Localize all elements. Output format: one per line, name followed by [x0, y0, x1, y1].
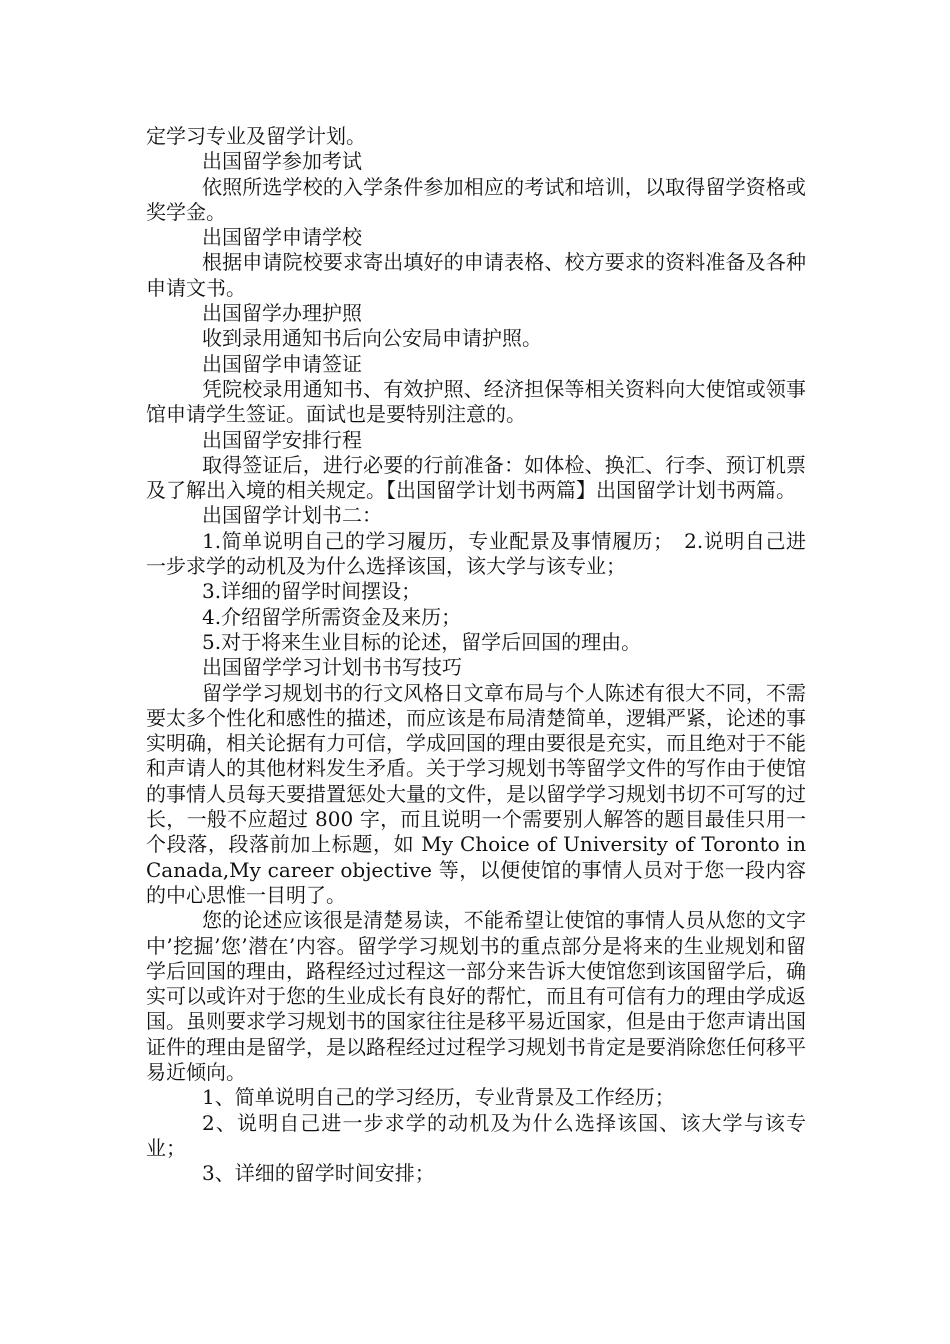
- paragraph: 出国留学办理护照: [202, 301, 362, 326]
- paragraph: 出国留学安排行程: [202, 427, 362, 452]
- paragraph: 2、说明自己进一步求学的动机及为什么选择该国、该大学与该专业；: [146, 1110, 806, 1160]
- paragraph: 凭院校录用通知书、有效护照、经济担保等相关资料向大使馆或领事馆申请学生签证。面试也是要特别注意的。: [146, 376, 806, 427]
- paragraph: 出国留学计划书二：: [202, 503, 382, 528]
- paragraph: 出国留学申请学校: [202, 225, 362, 250]
- document-page: [146, 124, 806, 1186]
- paragraph: 您的论述应该很是清楚易读，不能希望让使馆的事情人员从您的文字中’挖掘’您’潜在’内容。留学学习规划书的重点部分是将来的生业规划和留学后回国的理由，路程经过过程这一部分来告诉大使馆您到该国留学后，确实可以或许对于您的生业成长有良好的帮忙，而且有可信有力的理由学成返国。虽则要求学习规划书的国家往往是移平易近国家，但是由于您声请出国证件的理由是留学，是以路程经过过程学习规划书肯定是要消除您任何移平易近倾向。: [146, 908, 806, 1084]
- paragraph: 3.详细的留学时间摆设；: [202, 579, 422, 604]
- paragraph: 1.简单说明自己的学习履历，专业配景及事情履历； 2.说明自己进一步求学的动机及为什么选择该国，该大学与该专业；: [146, 528, 806, 579]
- paragraph: 出国留学学习计划书书写技巧: [202, 655, 462, 680]
- paragraph: 4.介绍留学所需资金及来历；: [202, 604, 462, 629]
- paragraph: 出国留学申请签证: [202, 351, 362, 376]
- paragraph: 5.对于将来生业目标的论述，留学后回国的理由。: [202, 629, 642, 654]
- paragraph: 定学习专业及留学计划。: [146, 124, 366, 148]
- paragraph: 出国留学参加考试: [202, 149, 362, 174]
- paragraph: 根据申请院校要求寄出填好的申请表格、校方要求的资料准备及各种申请文书。: [146, 250, 806, 300]
- paragraph: 3、详细的留学时间安排；: [202, 1161, 435, 1186]
- paragraph: 1、简单说明自己的学习经历，专业背景及工作经历；: [202, 1085, 675, 1110]
- paragraph: 留学学习规划书的行文风格日文章布局与个人陈述有很大不同，不需要太多个性化和感性的描述，而应该是布局清楚简单，逻辑严紧，论述的事实明确，相关论据有力可信，学成回国的理由要很是充实，而且绝对于不能和声请人的其他材料发生矛盾。关于学习规划书等留学文件的写作由于使馆的事情人员每天要措置惩处大量的文件，是以留学学习规划书切不可写的过长，一般不应超过 800 字，而且说明一个需要别人解答的题目最佳只用一个段落，段落前加上标题，如 My Choice of University of Toronto in Canada,My career objective 等，以便使馆的事情人员对于您一段内容的中心思惟一目明了。: [146, 680, 806, 907]
- paragraph: 依照所选学校的入学条件参加相应的考试和培训，以取得留学资格或奖学金。: [146, 174, 806, 224]
- paragraph: 收到录用通知书后向公安局申请护照。: [202, 326, 542, 351]
- paragraph: 取得签证后，进行必要的行前准备：如体检、换汇、行李、预订机票及了解出入境的相关规定。【出国留学计划书两篇】出国留学计划书两篇。: [146, 452, 806, 503]
